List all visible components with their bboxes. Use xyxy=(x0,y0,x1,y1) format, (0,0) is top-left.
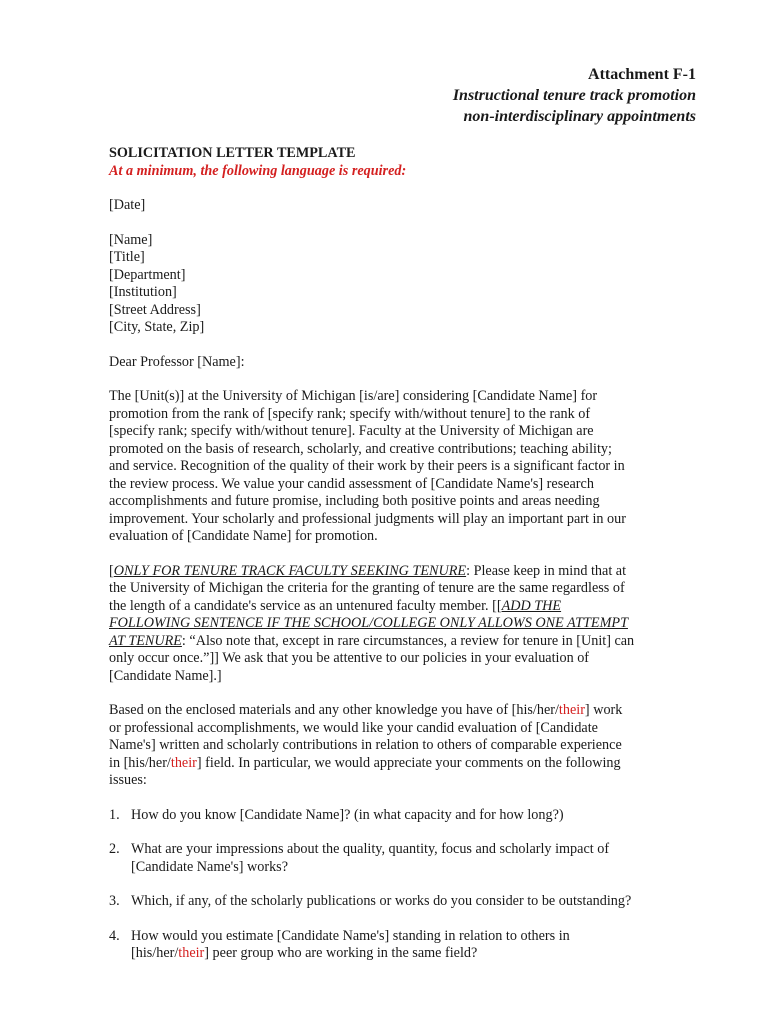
paragraph-line: or professional accomplishments, we would like your candid evaluation of [Candidate xyxy=(109,719,598,736)
paragraph-line: promoted on the basis of research, scholarly, and creative contributions; teaching ability; xyxy=(109,440,612,457)
address-line: [City, State, Zip] xyxy=(109,319,205,335)
add-sentence-instruction: ADD THE xyxy=(501,597,562,614)
paragraph-line: The [Unit(s)] at the University of Michigan [is/are] considering [Candidate Name] for xyxy=(109,388,598,404)
paragraph-line: evaluation of [Candidate Name] for promotion. xyxy=(109,528,378,544)
address-block xyxy=(109,232,689,337)
header-subtitle-2: non-interdisciplinary appointments xyxy=(463,108,696,125)
tenure-only-label: ONLY FOR TENURE TRACK FACULTY SEEKING TENURE xyxy=(113,562,467,579)
add-sentence-instruction: FOLLOWING SENTENCE IF THE SCHOOL/COLLEGE ONLY ALLOWS ONE ATTEMPT xyxy=(109,615,628,631)
header-subtitle-1: Instructional tenure track promotion xyxy=(452,87,696,104)
add-sentence-instruction: AT TENURE xyxy=(109,632,182,649)
question-item: 4. How would you estimate [Candidate Name's] standing in relation to others in [his/her/their] peer group who are working in the same field? xyxy=(109,927,570,961)
question-item: 3. Which, if any, of the scholarly publications or works do you consider to be outstanding? xyxy=(109,893,632,909)
their-highlight: their xyxy=(170,754,197,771)
paragraph-line: and service. Recognition of the quality of their work by their peers is a significant factor in xyxy=(109,458,625,474)
question-item: 2. What are your impressions about the quality, quantity, focus and scholarly impact of [Candidate Name's] works? xyxy=(109,841,610,875)
paragraph-tenure: [ONLY FOR TENURE TRACK FACULTY SEEKING TENURE: Please keep in mind that at the University of Michigan the criteria for the granting of tenure are the same regardless of the length of a candidate's service as an untenured faculty member. [[ADD THE FOLLOWING SENTENCE IF THE SCHOOL/COLLEGE ONLY ALLOWS ONE ATTEMPT AT TENURE: “Also note that, except in rare circumstances, a review for tenure in [Unit] can only occur once.”]] We ask that you be attentive to our policies in your evaluation of [Candidate Name].] xyxy=(109,563,689,686)
address-line: [Title] xyxy=(109,249,145,265)
address-line: [Street Address] xyxy=(109,301,201,318)
address-line: [Department] xyxy=(109,266,186,283)
paragraph-intro xyxy=(109,388,689,546)
attachment-label: Attachment F-1 xyxy=(588,66,696,83)
paragraph-line: the University of Michigan the criteria for the granting of tenure are the same regardless of xyxy=(109,580,625,596)
address-line: [Name] xyxy=(109,231,153,248)
paragraph-line: [Candidate Name].] xyxy=(109,667,222,684)
paragraph-line: Name's] written and scholarly contributions in relation to others of comparable experience xyxy=(109,737,622,753)
paragraph-line: issues: xyxy=(109,772,147,788)
address-line: [Institution] xyxy=(109,284,177,300)
paragraph-line: improvement. Your scholarly and professional judgments will play an important part in our xyxy=(109,510,626,527)
paragraph-line: the review process. We value your candid assessment of [Candidate Name's] research xyxy=(109,475,594,492)
attachment-header xyxy=(453,64,696,127)
letter-body xyxy=(109,145,689,963)
their-highlight: their xyxy=(178,945,205,961)
date-placeholder: [Date] xyxy=(109,197,146,213)
paragraph-line: only occur once.”]] We ask that you be attentive to our policies in your evaluation of xyxy=(109,650,590,666)
salutation: Dear Professor [Name]: xyxy=(109,353,245,370)
paragraph-line: promotion from the rank of [specify rank; specify with/without tenure] to the rank of xyxy=(109,405,591,422)
paragraph-evaluation: Based on the enclosed materials and any other knowledge you have of [his/her/their] work or professional accomplishments, we would like your candid evaluation of [Candidate Name's] written and scholarly contributions in relation to others of comparable experience in [his/her/their] field. In particular, we would appreciate your comments on the following issues: xyxy=(109,702,689,790)
their-highlight: their xyxy=(558,702,585,718)
requirement-note: At a minimum, the following language is required: xyxy=(109,162,407,179)
paragraph-line: accomplishments and future promise, including both positive points and areas needing xyxy=(109,493,600,509)
paragraph-line: [specify rank; specify with/without tenure]. Faculty at the University of Michigan are xyxy=(109,423,594,439)
template-title: SOLICITATION LETTER TEMPLATE xyxy=(109,145,356,161)
question-item: 1. How do you know [Candidate Name]? (in what capacity and for how long?) xyxy=(109,806,564,823)
